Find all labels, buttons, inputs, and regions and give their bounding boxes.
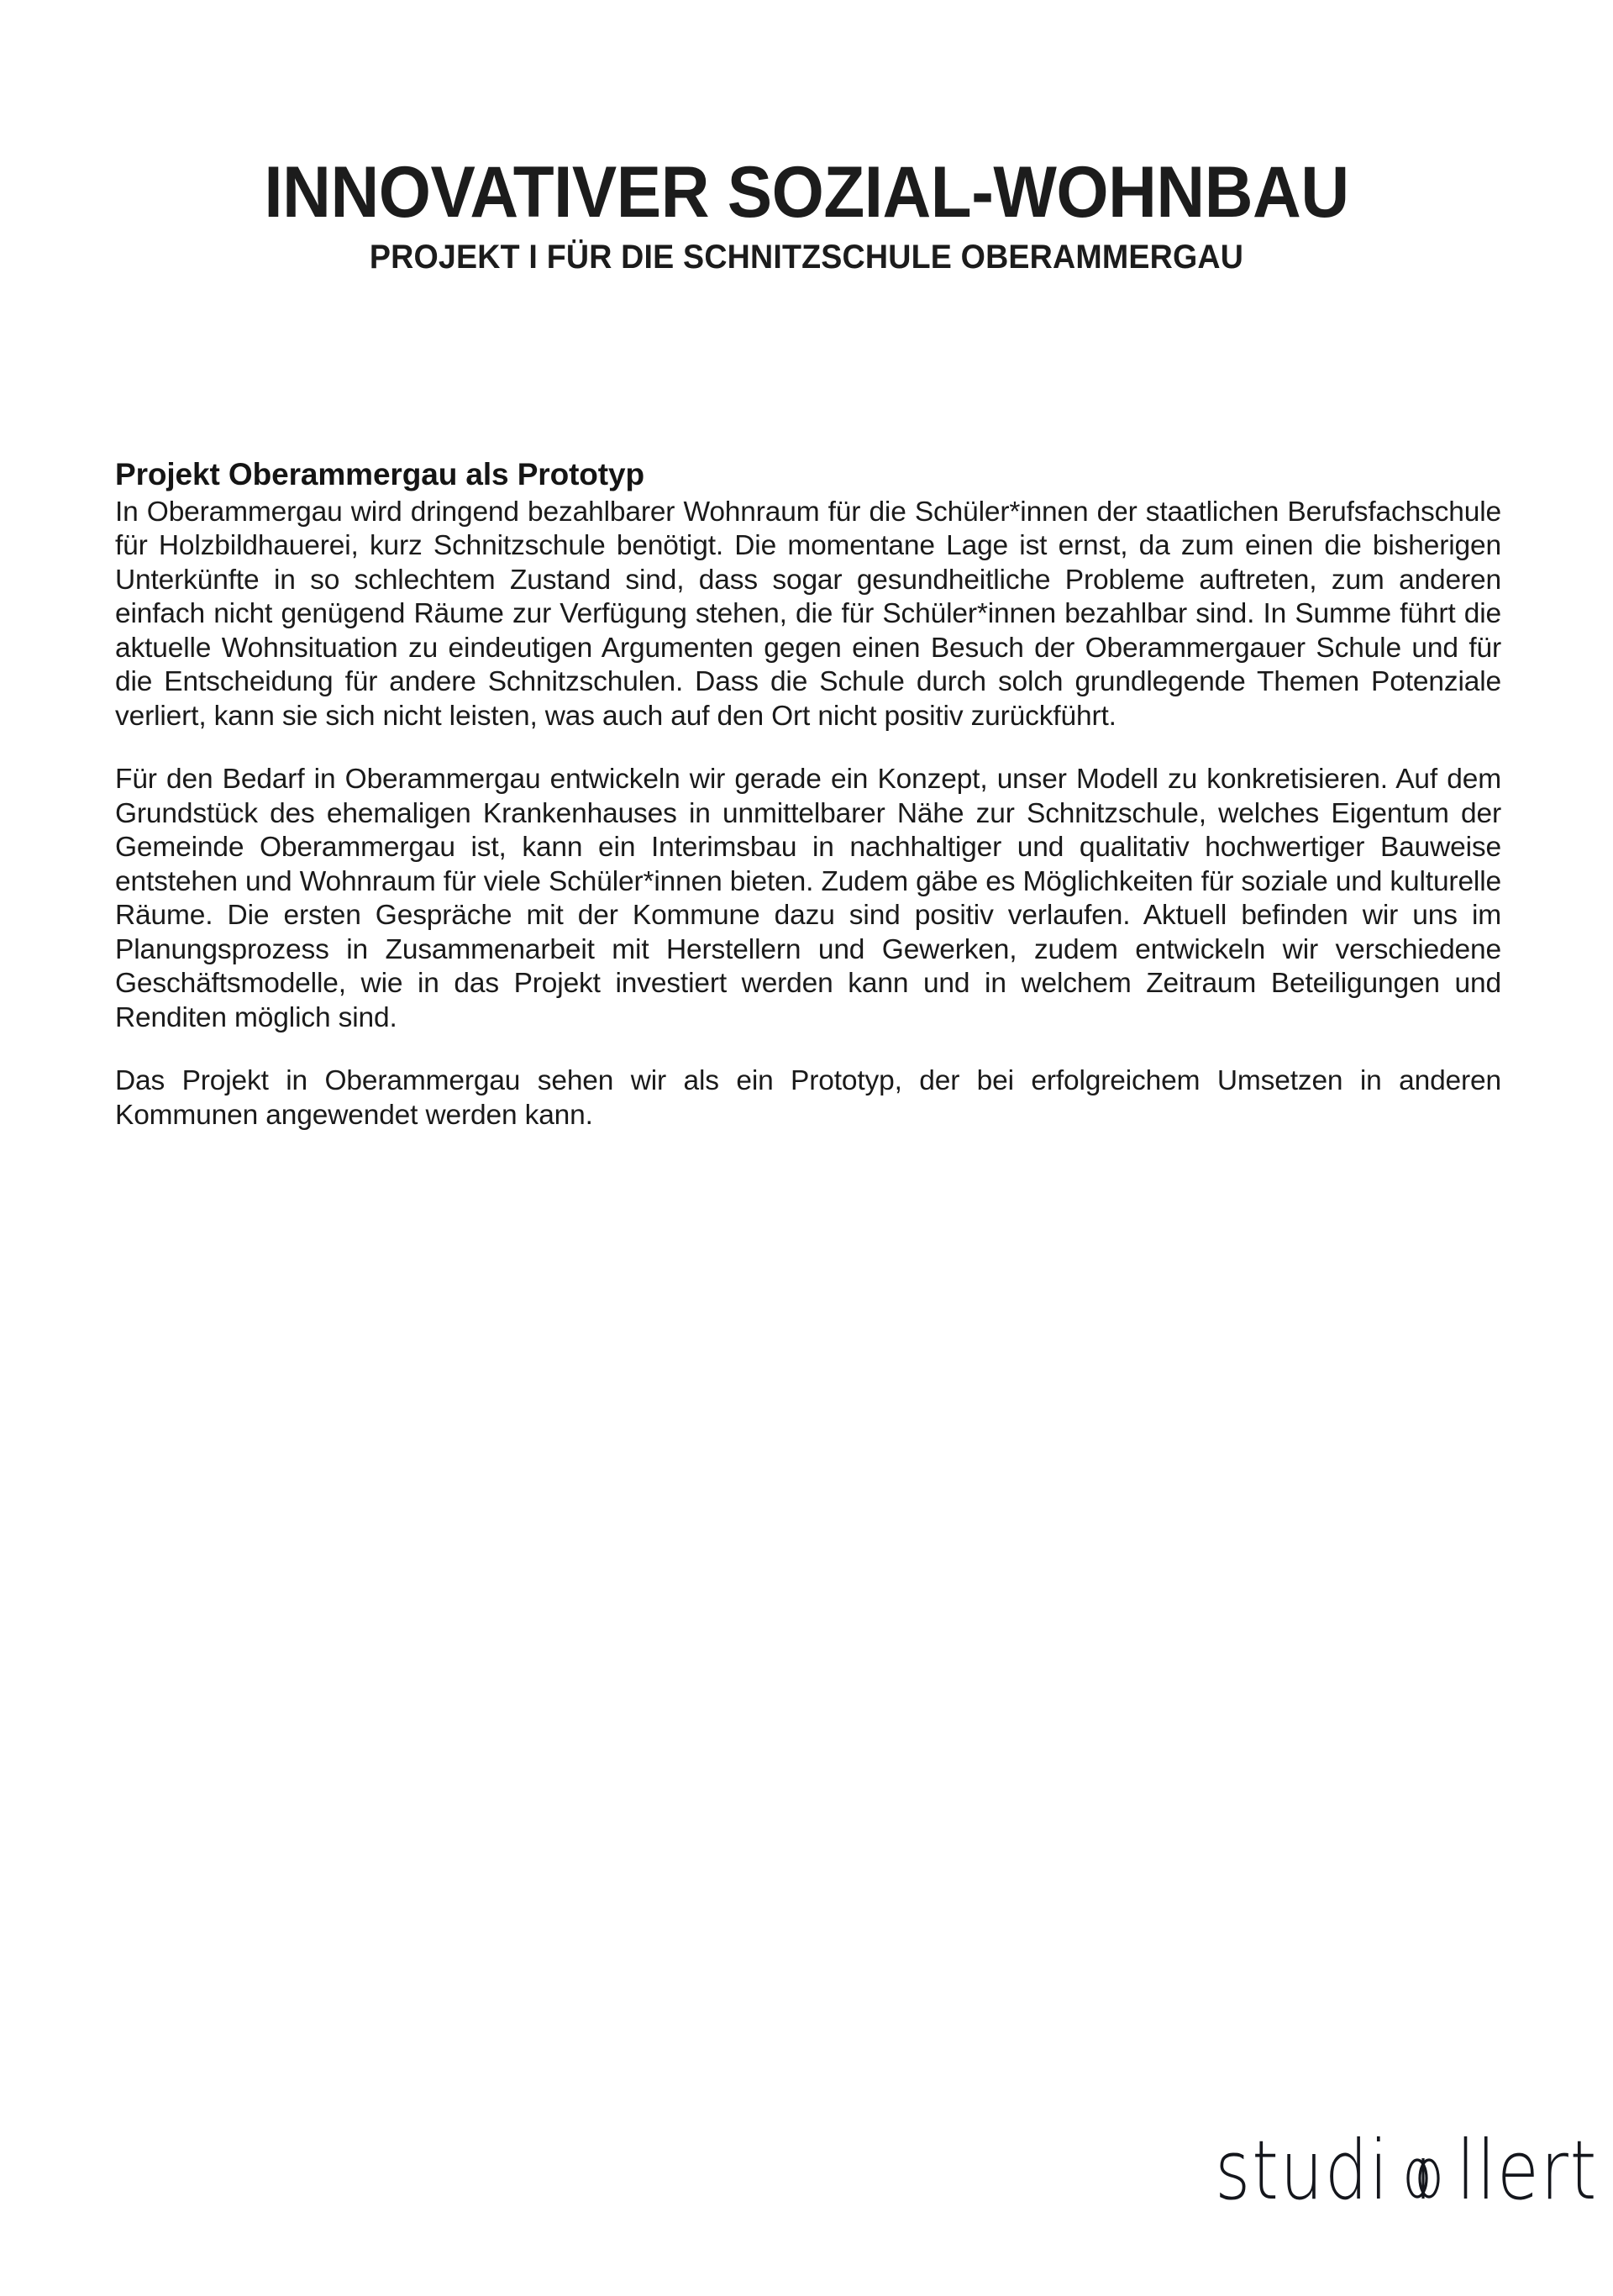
document-header	[0, 152, 1613, 276]
page-subtitle: PROJEKT I FÜR DIE SCHNITZSCHULE OBERAMMERGAU	[369, 239, 1244, 276]
section-heading: Projekt Oberammergau als Prototyp	[115, 457, 645, 491]
studio-ollert-logo	[1203, 2122, 1608, 2219]
body-paragraph: Für den Bedarf in Oberammergau entwickeln wir gerade ein Konzept, unser Modell zu konkretisieren. Auf dem Grundstück des ehemaligen Krankenhauses in unmittelbarer Nähe zur Schnitzschule, welches Eigentum der Gemeinde Oberammergau ist, kann ein Interimsbau in nachhaltiger und qualitativ hochwertiger Bauweise entstehen und Wohnraum für viele Schüler*innen bieten. Zudem gäbe es Möglichkeiten für soziale und kulturelle Räume. Die ersten Gespräche mit der Kommune dazu sind positiv verlaufen. Aktuell befinden wir uns im Planungsprozess in Zusammenarbeit mit Herstellern und Gewerken, zudem entwickeln wir verschiedene Geschäftsmodelle, wie in das Projekt investiert werden kann und in welchem Zeitraum Beteiligungen und Renditen möglich sind.	[115, 764, 1501, 1033]
body-text-column	[115, 458, 1501, 1132]
page-title: INNOVATIVER SOZIAL-WOHNBAU	[264, 152, 1349, 233]
logo-text-after: llert	[1456, 2122, 1599, 2219]
logo-text-before: studi	[1215, 2122, 1390, 2219]
body-paragraph: Das Projekt in Oberammergau sehen wir als ein Prototyp, der bei erfolgreichem Umsetzen in anderen Kommunen angewendet werden kann.	[115, 1065, 1501, 1131]
body-paragraph: In Oberammergau wird dringend bezahlbarer Wohnraum für die Schüler*innen der staatlichen Berufsfachschule für Holzbildhauerei, kurz Schnitzschule benötigt. Die momentane Lage ist ernst, da zum einen die bisherigen Unterkünfte in so schlechtem Zustand sind, dass sogar gesundheitliche Probleme auftreten, zum anderen einfach nicht genügend Räume zur Verfügung stehen, die für Schüler*innen bezahlbar sind. In Summe führt die aktuelle Wohnsituation zu eindeutigen Argumenten gegen einen Besuch der Oberammergauer Schule und für die Entscheidung für andere Schnitzschulen. Dass die Schule durch solch grundlegende Themen Potenziale verliert, kann sie sich nicht leisten, was auch auf den Ort nicht positiv zurückführt.	[115, 496, 1501, 732]
slashed-o-glyph-icon	[1402, 2146, 1446, 2197]
